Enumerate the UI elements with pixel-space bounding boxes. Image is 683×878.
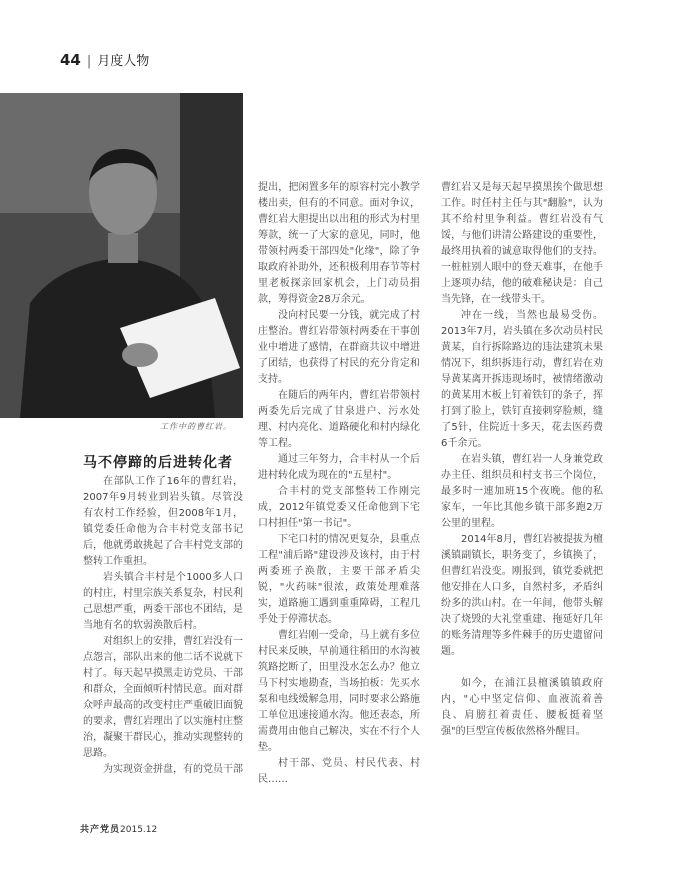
paragraph: 村干部、党员、村民代表、村民…… [258, 758, 420, 785]
paragraph: 如今，在浦江县檀溪镇镇政府内，"心中坚定信仰、血液流着善良、肩膀扛着责任、腰板挺着坚强"的巨型宣传板依然格外醒目。 [441, 678, 603, 737]
article-column-3 [441, 180, 603, 740]
paragraph: 为实现资金拼盘，有的党员干部 [103, 764, 243, 775]
portrait-photo [0, 93, 243, 418]
paragraph-gap [441, 660, 603, 676]
paragraph: 在部队工作了16年的曹红岩，2007年9月转业到岩头镇。尽管没有农村工作经验，但2008年1月，镇党委任命他为合丰村党支部书记后，他就勇敢挑起了合丰村党支部的整转工作重担。 [83, 476, 243, 567]
paragraph: 2014年8月，曹红岩被提拔为檀溪镇副镇长，职务变了，乡镇换了，但曹红岩没变。刚报到，镇党委就把他安排在人口多，自然村多，矛盾纠纷多的洪山村。在一年间，他带头解决了烧毁的大礼堂重建、拖延好几年的账务清理等多件棘手的历史遗留问题。 [441, 534, 603, 657]
magazine-brand: 共产党员 [80, 825, 121, 835]
issue-date: 2015.12 [120, 825, 158, 835]
portrait-illustration [0, 93, 243, 418]
paragraph: 岩头镇合丰村是个1000多人口的村庄，村里宗族关系复杂，村民利己思想严重，两委干部也不团结，是当地有名的软弱涣散后村。 [83, 572, 243, 631]
paragraph: 对组织上的安排，曹红岩没有一点怨言，部队出来的他二话不说就下村了。每天起早摸黑走访党员、干部和群众，全面倾听村情民意。面对群众呼声最高的改变村庄严重破旧面貌的要求，曹红岩理出了以实施村庄整治，凝聚干群民心，推动实现整转的思路。 [83, 636, 243, 759]
paragraph: 冲在一线，当然也最易受伤。2013年7月，岩头镇在多次动员村民黄某，自行拆除路边的违法建筑未果情况下，组织拆违行动，曹红岩在劝导黄某离开拆违现场时，被情绪激动的黄某用木板上钉着铁钉的条子，挥打到了脸上，铁钉直接刺穿脸颊，缝了5针，住院近十多天，花去医药费6千余元。 [441, 310, 603, 449]
photo-caption: 工作中的曹红岩。 [160, 422, 232, 431]
article-column-2 [258, 180, 420, 788]
paragraph: 曹红岩刚一受命，马上就有多位村民来反映，早前通往稻田的水沟被筑路挖断了，田里没水怎么办？他立马下村实地勘查，当场拍板：先买水泵和电线缓解急用，同时要求公路施工单位迅速接通水沟。他还表态，所需费用由他自己解决，实在不行个人垫。 [258, 630, 420, 753]
paragraph: 没向村民要一分钱，就完成了村庄整治。曹红岩带领村两委在干事创业中增进了感情，在群商共议中增进了团结，也获得了村民的充分肯定和支持。 [258, 310, 420, 385]
article-subheading: 马不停蹄的后进转化者 [83, 455, 233, 471]
paragraph: 通过三年努力，合丰村从一个后进村转化成为现在的"五星村"。 [258, 454, 420, 481]
page-header [60, 50, 149, 69]
paragraph: 曹红岩又是每天起早摸黑挨个做思想工作。时任村主任与其"翻脸"，认为其不给村里争利益。曹红岩没有气馁，与他们讲清公路建设的重要性，最终用执着的诚意取得他们的支持。一桩桩别人眼中的登天难事，在他手上逐项办结，他的破难秘诀是：自己当先锋，在一线带头干。 [441, 182, 603, 305]
paragraph: 合丰村的党支部整转工作刚完成，2012年镇党委又任命他到下宅口村担任"第一书记"。 [258, 486, 420, 529]
page-footer [80, 822, 157, 835]
header-separator: | [86, 54, 92, 69]
paragraph: 下宅口村的情况更复杂，县重点工程"浦后路"建设涉及该村，由于村两委班子涣散，主要干部矛盾尖锐，"火药味"很浓，政策处理难落实，道路施工遇到重重障碍，工程几乎处于停滞状态。 [258, 534, 420, 625]
paragraph: 在随后的两年内，曹红岩带领村两委先后完成了甘泉进户、污水处理、村内亮化、道路硬化和村内绿化等工程。 [258, 390, 420, 449]
section-title: 月度人物 [97, 54, 150, 69]
paragraph: 在岩头镇，曹红岩一人身兼党政办主任、组织员和村支书三个岗位，最多时一連加班15个夜晚。他的私家车，一年比其他乡镇干部多跑2万公里的里程。 [441, 454, 603, 529]
page-number: 44 [60, 51, 81, 69]
article-column-1 [83, 474, 243, 778]
paragraph: 提出，把闲置多年的原容村完小教学楼出卖，但有的不同意。面对争议，曹红岩大胆提出以出租的形式为村里筹款，统一了大家的意见，同时，他带领村两委干部四处"化缘"，除了争取政府补助外，还积极利用春节等村里老板探亲回家机会，上门动员捐款，筹得资金28万余元。 [258, 182, 420, 305]
